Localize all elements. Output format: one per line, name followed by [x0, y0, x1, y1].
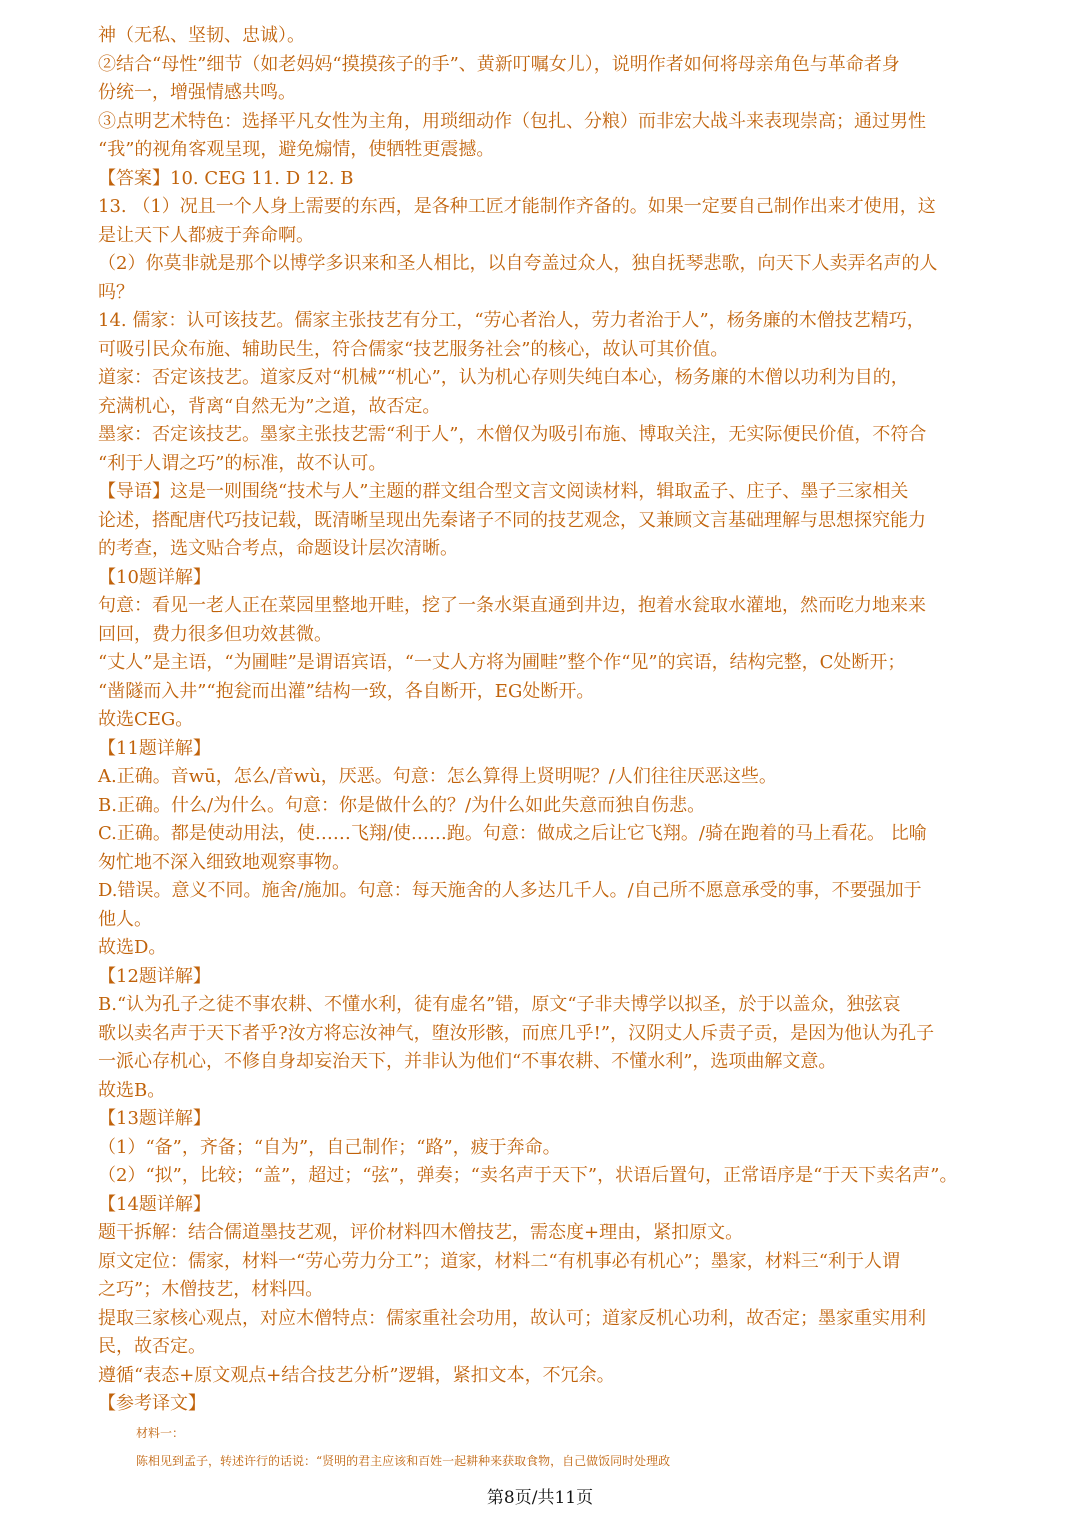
text-line: B.“认为孔子之徒不事农耕、不懂水利，徒有虚名”错，原文“子非夫博学以拟圣，於于以盖众，独弦哀 — [98, 994, 901, 1015]
text-line: （1）“备”，齐备；“自为”，自己制作；“路”，疲于奔命。 — [98, 1136, 561, 1158]
text-line: 神（无私、坚韧、忠诚）。 — [98, 25, 305, 46]
text-line: （2）“拟”，比较；“盖”，超过；“弦”，弹奏；“卖名声于天下”，状语后置句，正常语序是“于天下卖名声”。 — [98, 1165, 958, 1186]
text-line: “凿隧而入井”“抱瓮而出灌”结构一致，各自断开，EG处断开。 — [98, 680, 595, 702]
text-line: 13. （1）况且一个人身上需要的东西，是各种工匠才能制作齐备的。如果一定要自己制作出来才使用，这 — [98, 196, 936, 217]
text-line: “我”的视角客观呈现，避免煽情，使牺牲更震撼。 — [98, 139, 495, 160]
text-line: 的考查，选文贴合考点，命题设计层次清晰。 — [98, 538, 458, 559]
text-line: 【导语】这是一则围绕“技术与人”主题的群文组合型文言文阅读材料，辑取孟子、庄子、墨子三家相关 — [98, 481, 909, 502]
text-line: 故选D。 — [98, 937, 167, 958]
text-line: 是让天下人都疲于奔命啊。 — [98, 224, 314, 246]
text-line: 【10题详解】 — [98, 566, 211, 588]
text-line: 原文定位：儒家，材料一“劳心劳力分工”；道家，材料二“有机事必有机心”；墨家，材料三“利于人谓 — [98, 1250, 901, 1272]
text-line: 论述，搭配唐代巧技记载，既清晰呈现出先秦诸子不同的技艺观念，又兼顾文言基础理解与思想探究能力 — [98, 509, 926, 531]
text-line: 题干拆解：结合儒道墨技艺观，评价材料四木僧技艺，需态度+理由，紧扣原文。 — [98, 1222, 744, 1243]
text-line: A.正确。音wū，怎么/音wù，厌恶。句意：怎么算得上贤明呢？/人们往往厌恶这些。 — [98, 766, 777, 787]
text-line: 可吸引民众布施、辅助民生，符合儒家“技艺服务社会”的核心，故认可其价值。 — [98, 338, 729, 360]
text-line: ③点明艺术特色：选择平凡女性为主角，用琐细动作（包扎、分粮）而非宏大战斗来表现崇高；通过男性 — [98, 110, 926, 132]
text-line: 【参考译文】 — [98, 1393, 206, 1414]
text-line: 一派心存机心，不修自身却妄治天下，并非认为他们“不事农耕、不懂水利”，选项曲解文意。 — [98, 1051, 837, 1072]
page-footer: 第8页/共11页 — [486, 1488, 594, 1508]
text-line: 故选B。 — [98, 1079, 166, 1101]
text-line: 【答案】10. CEG 11. D 12. B — [98, 167, 354, 189]
text-line: 匆忙地不深入细致地观察事物。 — [98, 851, 350, 873]
text-line: 故选CEG。 — [98, 709, 194, 730]
text-line: “利于人谓之巧”的标准，故不认可。 — [98, 452, 387, 474]
text-line: 民，故否定。 — [98, 1336, 206, 1357]
text-line: 回回，费力很多但功效甚微。 — [98, 623, 332, 645]
text-line: 之巧”；木僧技艺，材料四。 — [98, 1279, 324, 1300]
text-line: 句意：看见一老人正在菜园里整地开畦，挖了一条水渠直通到井边，抱着水瓮取水灌地，然而吃力地来来 — [98, 595, 926, 616]
text-line: 材料一： — [136, 1425, 185, 1440]
text-line: 他人。 — [98, 908, 152, 930]
text-line: 吗？ — [98, 281, 134, 303]
text-line: 歌以卖名声于天下者乎?汝方将忘汝神气，堕汝形骸，而庶几乎!”，汉阴丈人斥责子贡，是因为他认为孔子 — [98, 1022, 935, 1044]
text-line: 陈相见到孟子，转述许行的话说：“贤明的君主应该和百姓一起耕种来获取食物，自己做饭同时处理政 — [136, 1454, 671, 1468]
text-line: 【12题详解】 — [98, 965, 211, 987]
text-line: 充满机心，背离“自然无为”之道，故否定。 — [98, 395, 441, 417]
text-line: D.错误。意义不同。施舍/施加。句意：每天施舍的人多达几千人。/自己所不愿意承受的事，不要强加于 — [98, 880, 922, 901]
text-line: 遵循“表态+原文观点+结合技艺分析”逻辑，紧扣文本，不冗余。 — [98, 1364, 615, 1386]
text-line: 【13题详解】 — [98, 1108, 211, 1129]
text-line: 【14题详解】 — [98, 1193, 211, 1215]
text-line: 墨家：否定该技艺。墨家主张技艺需“利于人”，木僧仅为吸引布施、博取关注，无实际便民价值，不符合 — [98, 424, 927, 445]
text-line: 【11题详解】 — [98, 737, 211, 759]
text-line: 提取三家核心观点，对应木僧特点：儒家重社会功用，故认可；道家反机心功利，故否定；墨家重实用利 — [98, 1307, 926, 1329]
document-body — [98, 22, 988, 1476]
text-line: “丈人”是主语，“为圃畦”是谓语宾语，“一丈人方将为圃畦”整个作“见”的宾语，结构完整，C处断开； — [98, 652, 906, 673]
text-line: 道家：否定该技艺。道家反对“机械”“机心”，认为机心存则失纯白本心，杨务廉的木僧以功利为目的， — [98, 367, 909, 388]
text-line: ②结合“母性”细节（如老妈妈“摸摸孩子的手”、黄新叮嘱女儿），说明作者如何将母亲角色与革命者身 — [98, 53, 900, 75]
text-line: B.正确。什么/为什么。句意：你是做什么的？/为什么如此失意而独自伤悲。 — [98, 794, 706, 816]
text-line: 份统一，增强情感共鸣。 — [98, 82, 296, 103]
text-line: C.正确。都是使动用法，使……飞翔/使……跑。句意：做成之后让它飞翔。/骑在跑着的马上看花。 比喻 — [98, 823, 927, 844]
text-line: （2）你莫非就是那个以博学多识来和圣人相比，以自夸盖过众人，独自抚琴悲歌，向天下人卖弄名声的人 — [98, 253, 938, 274]
text-line: 14. 儒家：认可该技艺。儒家主张技艺有分工，“劳心者治人，劳力者治于人”，杨务廉的木僧技艺精巧， — [98, 310, 925, 331]
